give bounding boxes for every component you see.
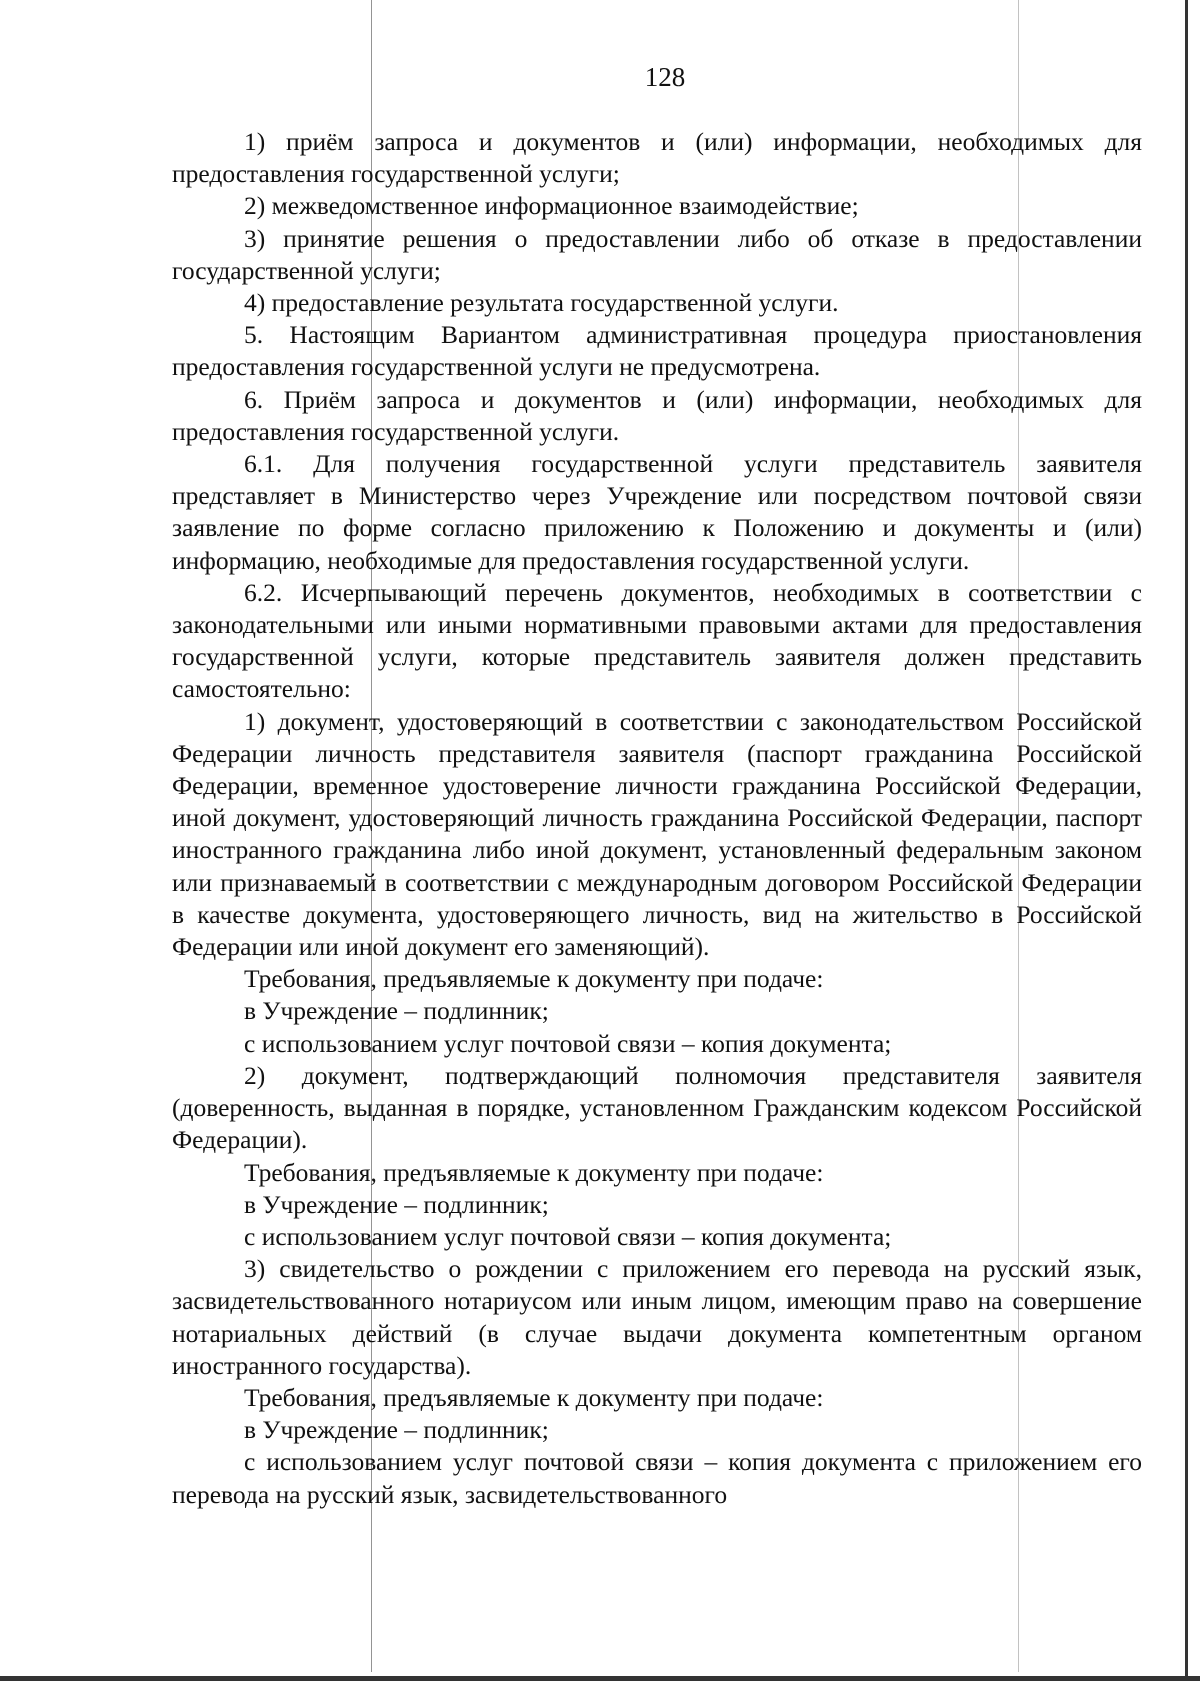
paragraph: в Учреждение – подлинник; — [244, 996, 549, 1026]
paragraph: 2) межведомственное информационное взаимодействие; — [244, 191, 859, 221]
paragraph: с использованием услуг почтовой связи – копия документа; — [244, 1028, 892, 1058]
body-text — [172, 126, 1142, 1511]
paragraph: 2) документ, подтверждающий полномочия представителя заявителя (доверенность, выданная в порядке, установленном Гражданским кодексом Российской Федерации). — [172, 1060, 1142, 1155]
paragraph: в Учреждение – подлинник; — [244, 1189, 549, 1219]
paragraph: 6. Приём запроса и документов и (или) информации, необходимых для предоставления государственной услуги. — [172, 384, 1142, 446]
paragraph: Требования, предъявляемые к документу при подаче: — [244, 1382, 824, 1412]
paragraph: с использованием услуг почтовой связи – копия документа с приложением его перевода на русский язык, засвидетельствованного — [172, 1447, 1142, 1509]
page-edge-bottom — [0, 1676, 1200, 1681]
paragraph: 3) свидетельство о рождении с приложением его перевода на русский язык, засвидетельствованного нотариусом или иным лицом, имеющим право на совершение нотариальных действий (в случае выдачи документа компетентным органом иностранного государства). — [172, 1254, 1142, 1380]
paragraph: 3) принятие решения о предоставлении либо об отказе в предоставлении государственной услуги; — [172, 223, 1142, 285]
page-number: 128 — [644, 62, 686, 92]
paragraph: 1) приём запроса и документов и (или) информации, необходимых для предоставления государственной услуги; — [172, 127, 1142, 189]
paragraph: 6.1. Для получения государственной услуги представитель заявителя представляет в Министерство через Учреждение или посредством почтовой связи заявление по форме согласно приложению к Положению и документы и (или) информацию, необходимые для предоставления государственной услуги. — [172, 449, 1142, 575]
page-edge-right — [1185, 0, 1188, 1680]
paragraph: в Учреждение – подлинник; — [244, 1415, 549, 1445]
paragraph: 6.2. Исчерпывающий перечень документов, необходимых в соответствии с законодательными или иными нормативными правовыми актами для предоставления государственной услуги, которые представитель заявителя должен представить самостоятельно: — [172, 577, 1142, 704]
paragraph: с использованием услуг почтовой связи – копия документа; — [244, 1221, 892, 1251]
paragraph: Требования, предъявляемые к документу при подаче: — [244, 964, 824, 994]
paragraph: 5. Настоящим Вариантом административная процедура приостановления предоставления государственной услуги не предусмотрена. — [172, 320, 1142, 382]
paragraph: Требования, предъявляемые к документу при подаче: — [244, 1157, 824, 1187]
paragraph: 1) документ, удостоверяющий в соответствии с законодательством Российской Федерации личность представителя заявителя (паспорт гражданина Российской Федерации, временное удостоверение личности гражданина Российской Федерации, иной документ, удостоверяющий личность гражданина Российской Федерации, паспорт иностранного гражданина либо иной документ, установленный федеральным законом или признаваемый в соответствии с международным договором Российской Федерации в качестве документа, удостоверяющего личность, вид на жительство в Российской Федерации или иной документ его заменяющий). — [172, 706, 1142, 962]
paragraph: 4) предоставление результата государственной услуги. — [244, 288, 839, 318]
